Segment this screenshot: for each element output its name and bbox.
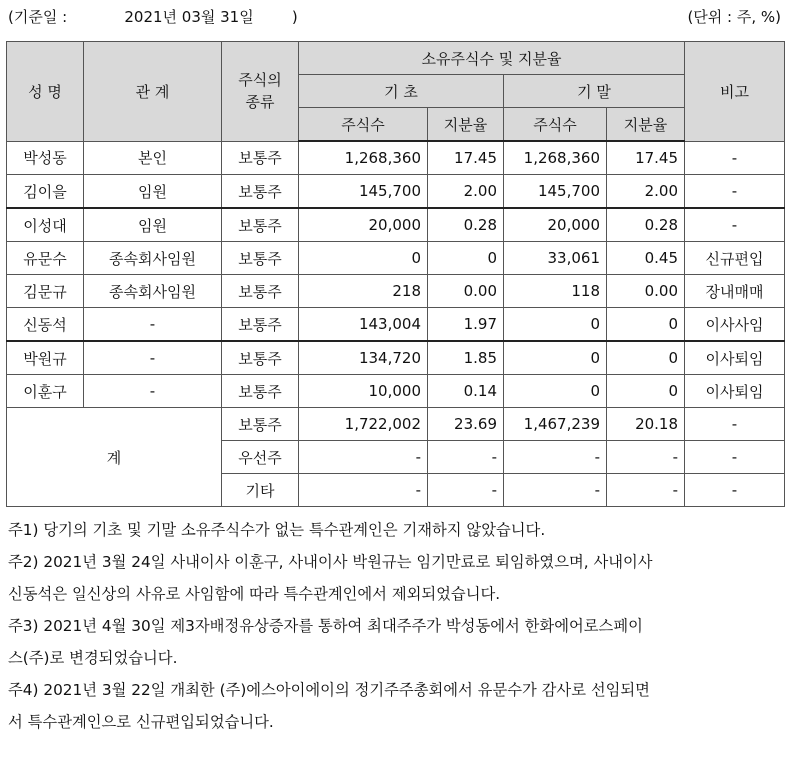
cell-relation: 본인 xyxy=(84,141,222,175)
cell-begin-ratio: - xyxy=(428,441,504,474)
cell-end-shares: 20,000 xyxy=(504,208,607,242)
cell-note: - xyxy=(685,441,785,474)
cell-type: 보통주 xyxy=(222,341,299,375)
cell-end-ratio: 2.00 xyxy=(607,175,685,209)
cell-note: - xyxy=(685,408,785,441)
cell-name: 이훈구 xyxy=(7,375,84,408)
cell-begin-shares: 145,700 xyxy=(299,175,428,209)
cell-end-ratio: - xyxy=(607,474,685,507)
cell-note: 이사퇴임 xyxy=(685,375,785,408)
cell-begin-shares: 134,720 xyxy=(299,341,428,375)
cell-note: 장내매매 xyxy=(685,275,785,308)
cell-end-ratio: 17.45 xyxy=(607,141,685,175)
cell-begin-shares: 1,722,002 xyxy=(299,408,428,441)
footnote-line: 주1) 당기의 기초 및 기말 소유주식수가 없는 특수관계인은 기재하지 않았습니다. xyxy=(8,521,546,539)
cell-end-shares: 0 xyxy=(504,375,607,408)
cell-begin-shares: 20,000 xyxy=(299,208,428,242)
cell-end-ratio: 0 xyxy=(607,308,685,342)
cell-begin-ratio: 23.69 xyxy=(428,408,504,441)
cell-name: 유문수 xyxy=(7,242,84,275)
cell-note: - xyxy=(685,141,785,175)
cell-begin-ratio: 0.14 xyxy=(428,375,504,408)
cell-relation: 종속회사임원 xyxy=(84,275,222,308)
cell-begin-ratio: 0.00 xyxy=(428,275,504,308)
header-begin-shares: 주식수 xyxy=(299,108,428,142)
total-row xyxy=(7,408,785,441)
cell-end-ratio: 0 xyxy=(607,341,685,375)
cell-begin-shares: 1,268,360 xyxy=(299,141,428,175)
footnote-line: 주2) 2021년 3월 24일 사내이사 이훈구, 사내이사 박원규는 임기만료로 퇴임하였으며, 사내이사 xyxy=(8,553,653,571)
cell-begin-shares: - xyxy=(299,441,428,474)
cell-begin-shares: 143,004 xyxy=(299,308,428,342)
cell-begin-ratio: 1.97 xyxy=(428,308,504,342)
cell-end-ratio: 0.00 xyxy=(607,275,685,308)
cell-relation: 임원 xyxy=(84,208,222,242)
header-stock-type: 주식의 종류 xyxy=(222,42,299,142)
cell-end-ratio: 20.18 xyxy=(607,408,685,441)
cell-end-shares: - xyxy=(504,474,607,507)
total-label: 계 xyxy=(7,408,222,507)
cell-name: 김문규 xyxy=(7,275,84,308)
cell-begin-ratio: 1.85 xyxy=(428,341,504,375)
cell-note: - xyxy=(685,474,785,507)
cell-end-shares: 33,061 xyxy=(504,242,607,275)
footnote-line: 신동석은 일신상의 사유로 사임함에 따라 특수관계인에서 제외되었습니다. xyxy=(8,585,501,603)
cell-note: 이사퇴임 xyxy=(685,341,785,375)
cell-type: 보통주 xyxy=(222,242,299,275)
table-row xyxy=(7,175,785,209)
footnotes xyxy=(8,514,788,738)
table-row xyxy=(7,341,785,375)
cell-end-shares: 145,700 xyxy=(504,175,607,209)
cell-begin-ratio: 0.28 xyxy=(428,208,504,242)
cell-end-shares: 0 xyxy=(504,308,607,342)
cell-begin-shares: 218 xyxy=(299,275,428,308)
footnote-line: 주4) 2021년 3월 22일 개최한 (주)에스아이에이의 정기주주총회에서 유문수가 감사로 선임되면 xyxy=(8,681,650,699)
cell-begin-shares: 0 xyxy=(299,242,428,275)
table-row xyxy=(7,141,785,175)
cell-note: - xyxy=(685,208,785,242)
header-begin: 기 초 xyxy=(299,75,504,108)
cell-note: - xyxy=(685,175,785,209)
cell-end-shares: - xyxy=(504,441,607,474)
header-end-shares: 주식수 xyxy=(504,108,607,142)
header-name: 성 명 xyxy=(7,42,84,142)
table-row xyxy=(7,275,785,308)
base-date-label: (기준일 : 2021년 03월 31일 ) xyxy=(8,8,298,26)
footnote-line: 스(주)로 변경되었습니다. xyxy=(8,649,178,667)
header-note: 비고 xyxy=(685,42,785,142)
cell-name: 신동석 xyxy=(7,308,84,342)
header-begin-ratio: 지분율 xyxy=(428,108,504,142)
cell-end-shares: 0 xyxy=(504,341,607,375)
table-row xyxy=(7,375,785,408)
cell-end-ratio: 0.28 xyxy=(607,208,685,242)
unit-label: (단위 : 주, %) xyxy=(687,8,781,26)
header-relation: 관 계 xyxy=(84,42,222,142)
cell-type: 보통주 xyxy=(222,308,299,342)
header-end: 기 말 xyxy=(504,75,685,108)
cell-end-shares: 118 xyxy=(504,275,607,308)
shareholding-table xyxy=(6,41,785,507)
cell-begin-shares: 10,000 xyxy=(299,375,428,408)
cell-end-shares: 1,467,239 xyxy=(504,408,607,441)
cell-relation: - xyxy=(84,375,222,408)
cell-name: 이성대 xyxy=(7,208,84,242)
cell-name: 김이을 xyxy=(7,175,84,209)
cell-type: 보통주 xyxy=(222,141,299,175)
cell-end-ratio: 0.45 xyxy=(607,242,685,275)
cell-end-ratio: - xyxy=(607,441,685,474)
footnote-line: 서 특수관계인으로 신규편입되었습니다. xyxy=(8,713,274,731)
cell-type: 우선주 xyxy=(222,441,299,474)
cell-begin-shares: - xyxy=(299,474,428,507)
cell-type: 기타 xyxy=(222,474,299,507)
cell-name: 박원규 xyxy=(7,341,84,375)
table-row xyxy=(7,242,785,275)
cell-begin-ratio: 17.45 xyxy=(428,141,504,175)
footnote-line: 주3) 2021년 4월 30일 제3자배정유상증자를 통하여 최대주주가 박성동에서 한화에어로스페이 xyxy=(8,617,643,635)
header-end-ratio: 지분율 xyxy=(607,108,685,142)
cell-note: 이사사임 xyxy=(685,308,785,342)
cell-relation: 종속회사임원 xyxy=(84,242,222,275)
cell-type: 보통주 xyxy=(222,208,299,242)
cell-type: 보통주 xyxy=(222,175,299,209)
cell-relation: - xyxy=(84,341,222,375)
cell-name: 박성동 xyxy=(7,141,84,175)
cell-end-shares: 1,268,360 xyxy=(504,141,607,175)
cell-end-ratio: 0 xyxy=(607,375,685,408)
cell-begin-ratio: 2.00 xyxy=(428,175,504,209)
table-row xyxy=(7,208,785,242)
cell-type: 보통주 xyxy=(222,408,299,441)
cell-relation: - xyxy=(84,308,222,342)
table-row xyxy=(7,308,785,342)
cell-begin-ratio: - xyxy=(428,474,504,507)
header-shares-group: 소유주식수 및 지분율 xyxy=(299,42,685,75)
cell-type: 보통주 xyxy=(222,375,299,408)
cell-relation: 임원 xyxy=(84,175,222,209)
cell-type: 보통주 xyxy=(222,275,299,308)
cell-begin-ratio: 0 xyxy=(428,242,504,275)
cell-note: 신규편입 xyxy=(685,242,785,275)
